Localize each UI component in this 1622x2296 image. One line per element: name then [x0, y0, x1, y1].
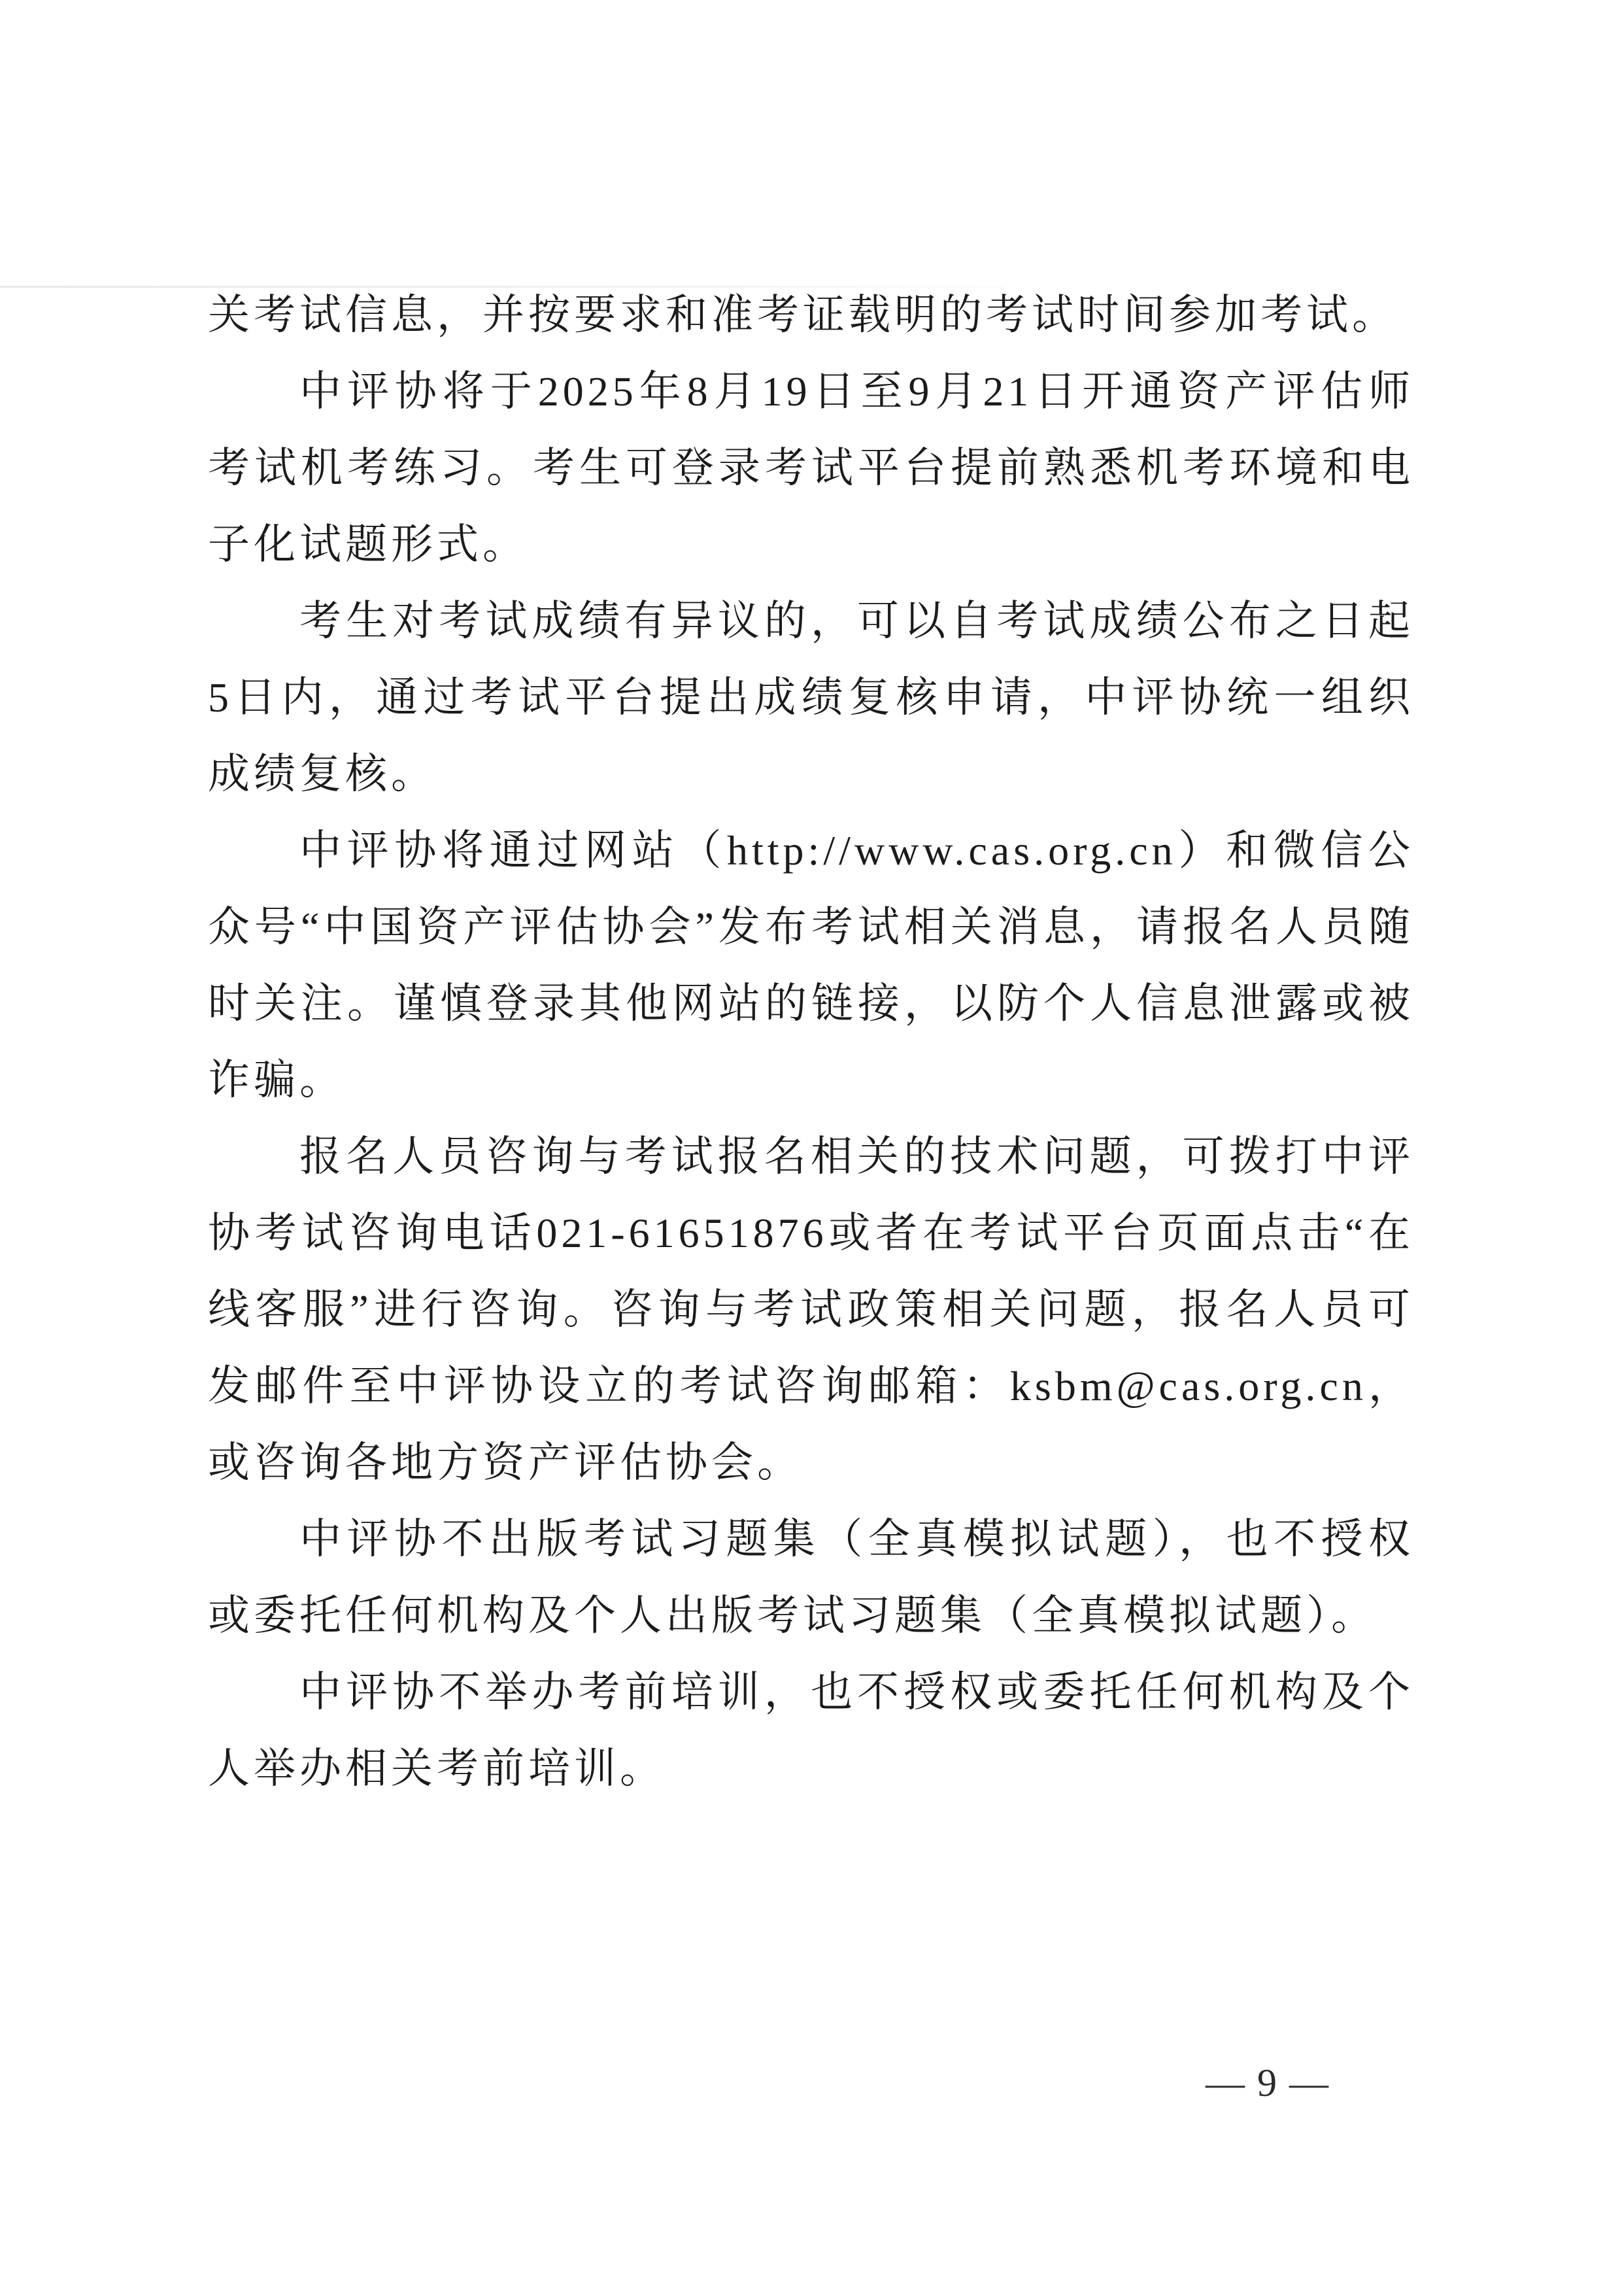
page-number: — 9 — — [1206, 2061, 1330, 2104]
paragraph: 中评协将于2025年8月19日至9月21日开通资产评估师考试机考练习。考生可登录考试平台提前熟悉机考环境和电子化试题形式。 — [208, 368, 1414, 568]
paragraph: 考生对考试成绩有异议的，可以自考试成绩公布之日起5日内，通过考试平台提出成绩复核申请，中评协统一组织成绩复核。 — [208, 598, 1414, 797]
paragraph: 中评协不举办考前培训，也不授权或委托任何机构及个人举办相关考前培训。 — [208, 1669, 1414, 1792]
paragraph: 关考试信息，并按要求和准考证载明的考试时间参加考试。 — [208, 292, 1398, 338]
paragraph: 中评协将通过网站（http://www.cas.org.cn）和微信公众号“中国资产评估协会”发布考试相关消息，请报名人员随时关注。谨慎登录其他网站的链接，以防个人信息泄露或被诈骗。 — [208, 827, 1414, 1103]
paragraph: 中评协不出版考试习题集（全真模拟试题），也不授权或委托任何机构及个人出版考试习题集（全真模拟试题）。 — [208, 1516, 1414, 1639]
document-body — [208, 277, 1414, 1807]
paragraph: 报名人员咨询与考试报名相关的技术问题，可拨打中评协考试咨询电话021-61651876或者在考试平台页面点击“在线客服”进行咨询。咨询与考试政策相关问题，报名人员可发邮件至中评协设立的考试咨询邮箱：ksbm@cas.org.cn，或咨询各地方资产评估协会。 — [208, 1133, 1414, 1486]
page-footer — [1206, 2060, 1376, 2106]
